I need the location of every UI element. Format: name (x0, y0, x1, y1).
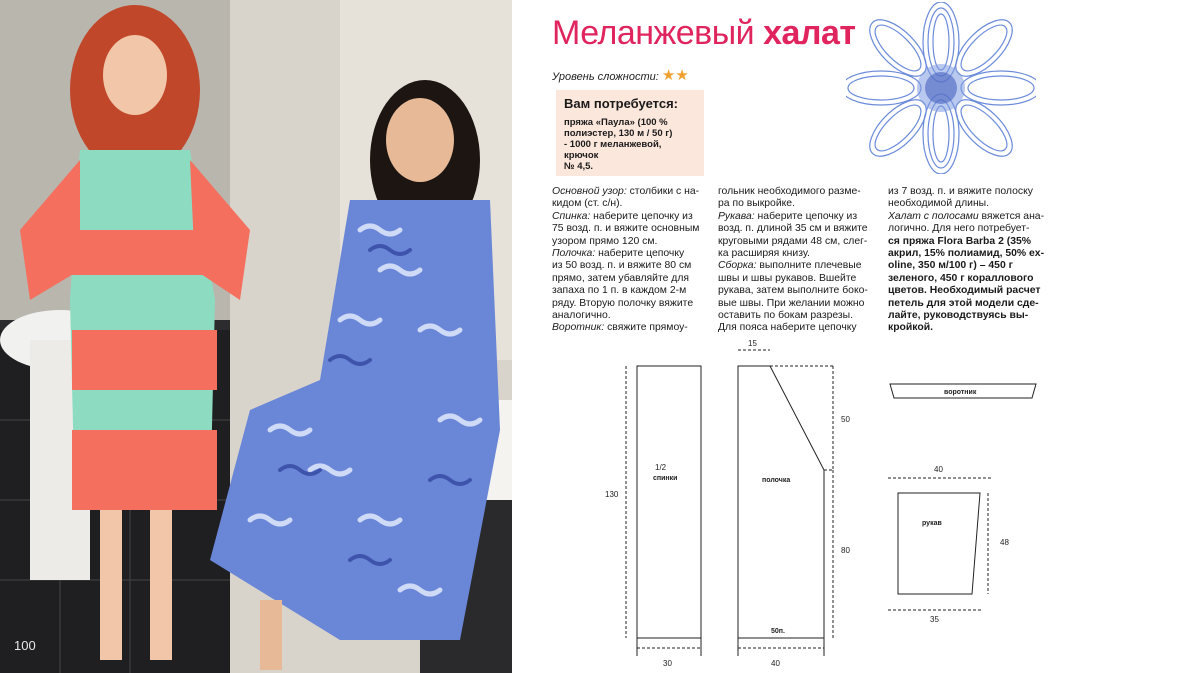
text-line (718, 248, 888, 260)
collar-label: воротник (944, 389, 977, 396)
section-label: Спинка: (552, 210, 591, 222)
photo (0, 0, 512, 673)
text-line (552, 198, 717, 210)
line-text: ра по выкройке. (718, 198, 795, 210)
line-text: кидом (ст. с/н). (552, 198, 623, 210)
text-line (888, 322, 1063, 334)
photo-illustration (0, 0, 512, 673)
line-text: гольник необходимого разме- (718, 186, 861, 197)
section-label: Рукава: (718, 210, 755, 222)
line-text: наберите цепочку из (590, 210, 693, 222)
text-column-3 (888, 186, 1063, 335)
gutter (512, 0, 528, 673)
flower-illustration (846, 2, 1036, 174)
text-line (718, 236, 888, 248)
text-line (552, 186, 717, 198)
text-line (718, 285, 888, 297)
text-line (888, 211, 1063, 223)
text-line (718, 260, 888, 272)
materials-line: № 4,5. (564, 161, 594, 172)
text-line (888, 186, 1063, 198)
text-line (552, 236, 717, 248)
line-text: зеленого, 450 г кораллового (888, 272, 1034, 284)
back-height-dim: 130 (605, 490, 619, 499)
materials-text (564, 117, 696, 172)
text-line (888, 198, 1063, 210)
difficulty-label: Уровень сложности: (552, 71, 659, 83)
materials-heading: Вам потребуется: (564, 96, 678, 111)
front-bottom-dim: 50п. (771, 628, 785, 635)
sleeve-piece (898, 493, 980, 594)
line-text: ряду. Вторую полочку вяжите (552, 297, 694, 309)
text-line (888, 285, 1063, 297)
section-label: Полочка: (552, 248, 596, 260)
text-line (552, 248, 717, 260)
text-line (552, 310, 717, 322)
front-label: полочка (762, 477, 791, 484)
back-piece (637, 366, 701, 638)
text-line (888, 260, 1063, 272)
text-column-2 (718, 186, 888, 335)
front-width-dim: 40 (771, 659, 780, 668)
text-line (888, 236, 1063, 248)
text-line (718, 223, 888, 235)
title-part-1: Меланжевый (552, 14, 755, 52)
line-text: аналогично. (552, 310, 611, 322)
line-text: oline, 350 м/100 г) – 450 г (888, 260, 1013, 272)
materials-line: - 1000 г меланжевой, крючок (564, 139, 662, 161)
line-text: вые швы. При желании можно (718, 297, 865, 309)
section-label: Сборка: (718, 260, 757, 272)
line-text: петель для этой модели сде- (888, 297, 1039, 309)
line-text: акрил, 15% полиамид, 50% ex- (888, 248, 1045, 260)
text-line (552, 273, 717, 285)
line-text: выполните плечевые (756, 260, 862, 272)
line-text: наберите цепочку из (754, 210, 858, 222)
line-text: из 50 возд. п. и вяжите 80 см (552, 260, 692, 272)
section-label: Халат с полосами (888, 210, 979, 222)
back-width-dim: 30 (663, 659, 672, 668)
text-column-1 (552, 186, 717, 335)
text-line (718, 322, 888, 334)
line-text: логично. Для него потребует- (888, 223, 1030, 235)
line-text: Для пояса наберите цепочку (718, 322, 857, 334)
line-text: 75 возд. п. и вяжите основным (552, 223, 700, 235)
section-label: Воротник: (552, 322, 605, 334)
star-icon: ★★ (661, 67, 689, 84)
line-text: узором прямо 120 см. (552, 235, 658, 247)
sleeve-height-dim: 48 (1000, 538, 1009, 547)
text-line (552, 285, 717, 297)
text-line (888, 248, 1063, 260)
text-line (552, 322, 717, 334)
sleeve-label: рукав (922, 520, 942, 527)
line-text: ся пряжа Flora Barba 2 (35% (888, 235, 1031, 247)
materials-line: полиэстер, 130 м / 50 г) (564, 128, 673, 139)
page-title (552, 14, 856, 53)
line-text: лайте, руководствуясь вы- (888, 310, 1029, 322)
sleeve-bottom-dim: 35 (930, 615, 939, 624)
line-text: круговыми рядами 48 см, слег- (718, 235, 868, 247)
sleeve-top-dim: 40 (934, 465, 943, 474)
pattern-page (528, 0, 1200, 673)
materials-line: пряжа «Паула» (100 % (564, 117, 668, 128)
text-line (718, 298, 888, 310)
line-text: необходимой длины. (888, 198, 990, 210)
back-label-2: спинки (653, 475, 678, 482)
title-part-2: халат (763, 14, 856, 52)
text-line (718, 186, 888, 198)
text-line (888, 273, 1063, 285)
front-top-dim: 15 (748, 339, 757, 348)
line-text: столбики с на- (626, 186, 700, 197)
text-line (718, 211, 888, 223)
materials-box (556, 90, 704, 176)
line-text: кройкой. (888, 322, 933, 334)
line-text: швы и швы рукавов. Вшейте (718, 272, 857, 284)
text-line (718, 310, 888, 322)
text-line (718, 198, 888, 210)
text-line (888, 223, 1063, 235)
front-upper-dim: 50 (841, 415, 850, 424)
section-label: Основной узор: (552, 186, 627, 197)
collar-piece (890, 384, 1036, 398)
text-line (888, 298, 1063, 310)
line-text: вяжется ана- (978, 210, 1045, 222)
page-number: 100 (14, 638, 36, 653)
difficulty-level (552, 66, 689, 84)
text-line (552, 211, 717, 223)
line-text: запаха по 1 п. в каждом 2-м (552, 285, 687, 297)
back-label: 1/2 (655, 463, 667, 472)
line-text: оставить по бокам разрезы. (718, 310, 854, 322)
text-line (718, 273, 888, 285)
line-text: прямо, затем убавляйте для (552, 272, 690, 284)
text-line (888, 310, 1063, 322)
line-text: свяжите прямоу- (604, 322, 688, 334)
line-text: наберите цепочку (595, 248, 685, 260)
line-text: из 7 возд. п. и вяжите полоску (888, 186, 1033, 197)
text-line (552, 223, 717, 235)
text-line (552, 260, 717, 272)
text-line (552, 298, 717, 310)
front-lower-dim: 80 (841, 546, 850, 555)
front-piece (738, 366, 824, 638)
line-text: ка расширяя книзу. (718, 248, 810, 260)
line-text: цветов. Необходимый расчет (888, 285, 1041, 297)
line-text: рукава, затем выполните боко- (718, 285, 868, 297)
line-text: возд. п. длиной 35 см и вяжите (718, 223, 868, 235)
